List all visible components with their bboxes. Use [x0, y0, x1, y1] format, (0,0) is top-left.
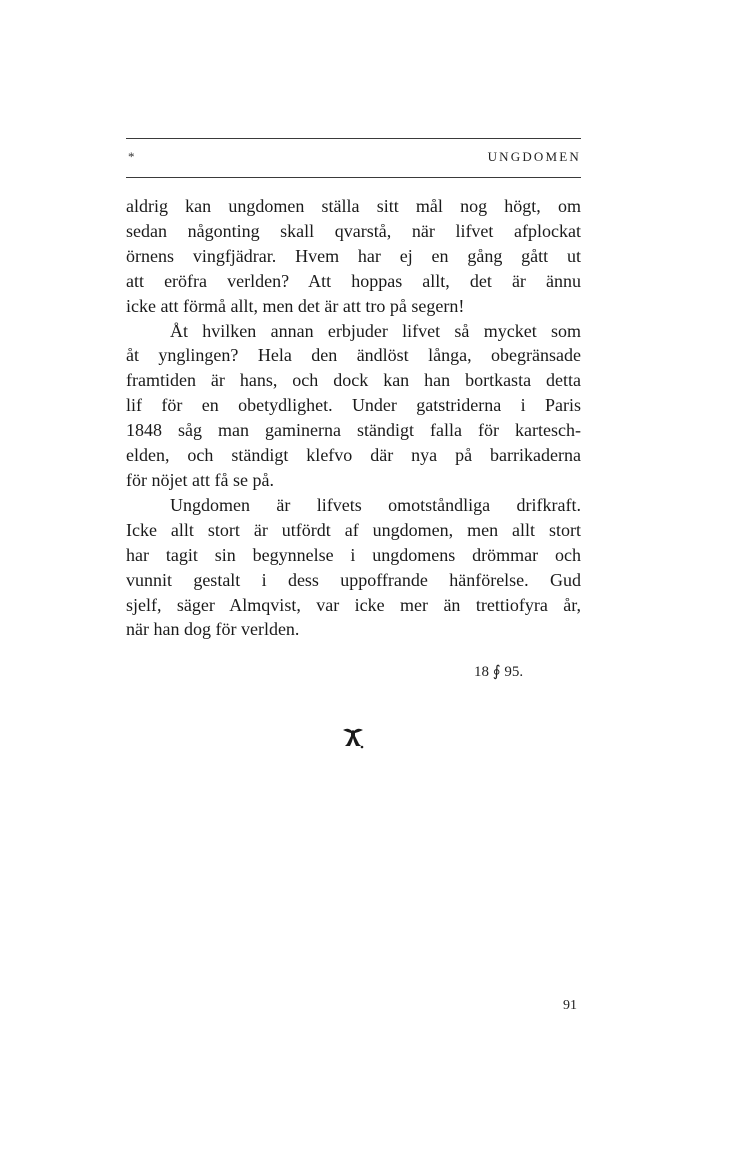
text-line: när han dog för verlden. [126, 619, 300, 640]
text-line: vunnit gestalt i dess uppoffrande hänförelse. Gud [126, 569, 581, 590]
text-line: Ungdomen är lifvets omotståndliga drifkraft. [170, 494, 581, 515]
text-line: icke att förmå allt, men det är att tro på segern! [126, 295, 465, 316]
text-line: 1848 såg man gaminerna ständigt falla för kartesch- [126, 420, 581, 441]
text-line: Åt hvilken annan erbjuder lifvet så mycket som [170, 320, 581, 341]
body-text [126, 194, 581, 642]
text-line: för nöjet att få se på. [126, 469, 274, 490]
text-line: lif för en obetydlighet. Under gatstriderna i Paris [126, 395, 581, 416]
fleuron-ornament-icon [341, 727, 365, 749]
header-rule-bottom [126, 177, 581, 178]
text-line: sjelf, säger Almqvist, var icke mer än trettiofyra år, [126, 594, 581, 615]
text-line: att eröfra verlden? Att hoppas allt, det är ännu [126, 270, 581, 291]
page-number: 91 [563, 998, 577, 1013]
text-line: elden, och ständigt klefvo där nya på barrikaderna [126, 445, 581, 466]
text-line: framtiden är hans, och dock kan han bortkasta detta [126, 370, 581, 391]
text-line: örnens vingfjädrar. Hvem har ej en gång gått ut [126, 245, 581, 266]
header-rule-top [126, 138, 581, 139]
running-head: UNGDOMEN [487, 149, 581, 164]
page-header [126, 146, 581, 168]
text-line: åt ynglingen? Hela den ändlöst långa, obegränsade [126, 345, 581, 366]
text-line: har tagit sin begynnelse i ungdomens drömmar och [126, 544, 581, 565]
text-line: aldrig kan ungdomen ställa sitt mål nog högt, om [126, 196, 581, 216]
header-ornament: * [128, 149, 135, 164]
date-line: 18 ∮ 95. [474, 664, 524, 680]
text-line: Icke allt stort är utfördt af ungdomen, men allt stort [126, 519, 581, 540]
text-line: sedan någonting skall qvarstå, när lifvet afplockat [126, 220, 581, 241]
